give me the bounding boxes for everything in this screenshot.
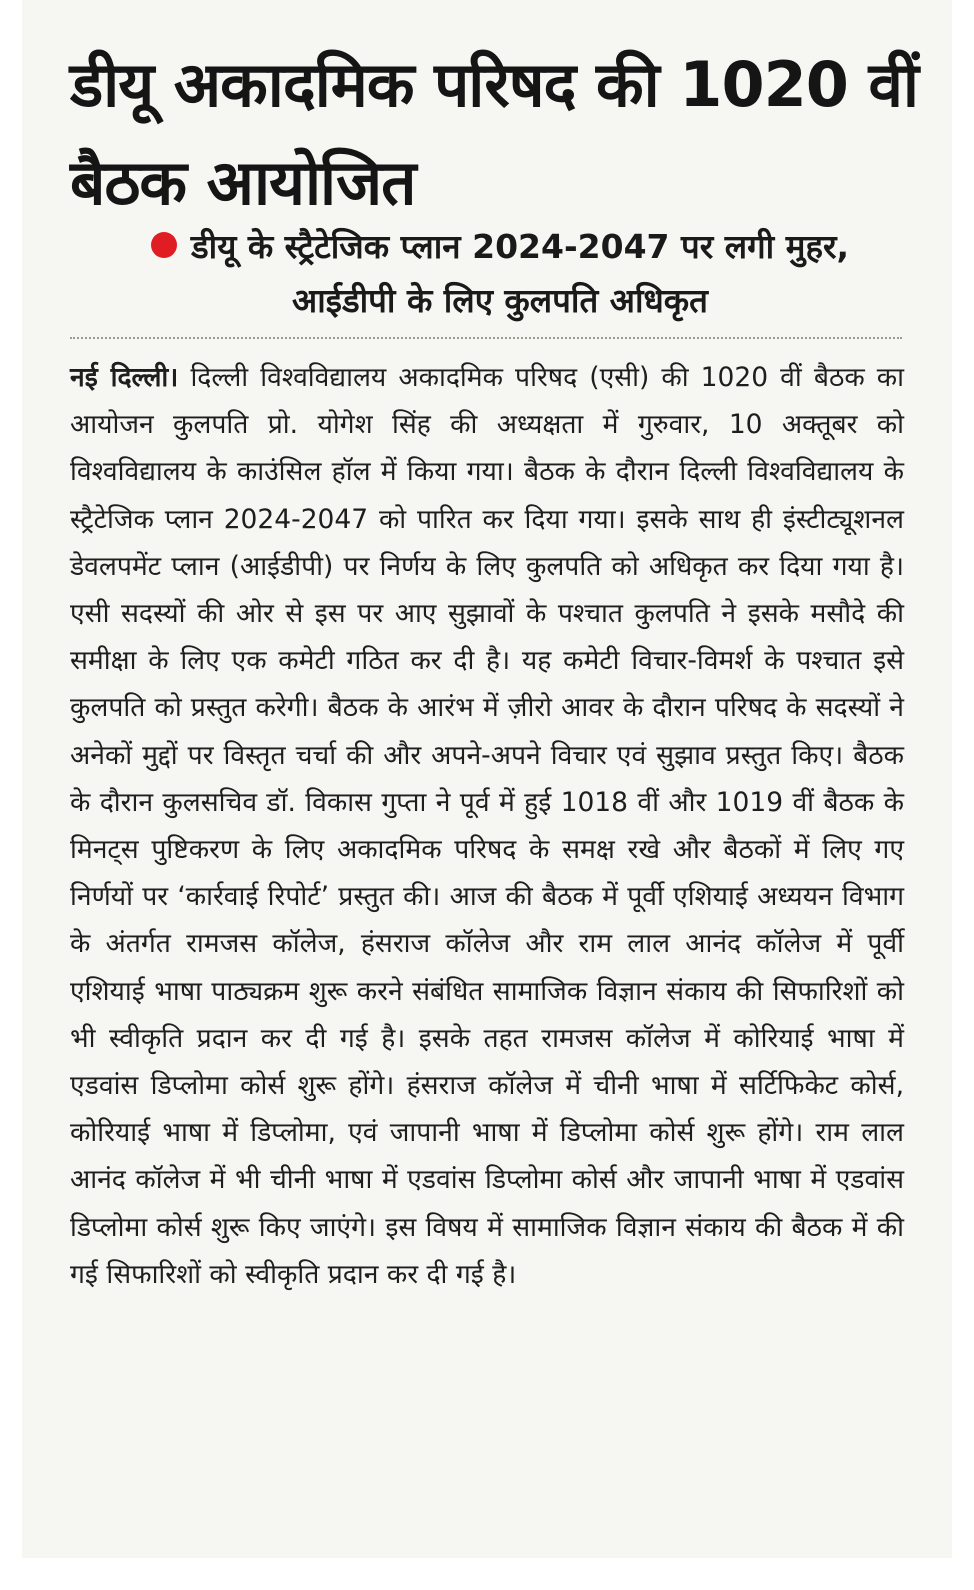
subheadline: डीयू के स्ट्रैटेजिक प्लान 2024-2047 पर लगी मुहर, आईडीपी के लिए कुलपति अधिकृत: [191, 227, 849, 320]
cropped-top-text: [78, 0, 338, 6]
article-body: [70, 354, 904, 1298]
body-text: दिल्ली विश्वविद्यालय अकादमिक परिषद (एसी) की 1020 वीं बैठक का आयोजन कुलपति प्रो. योगेश सिंह की अध्यक्षता में गुरुवार, 10 अक्तूबर को विश्वविद्यालय के काउंसिल हॉल में किया गया। बैठक के दौरान दिल्ली विश्वविद्यालय के स्ट्रैटेजिक प्लान 2024-2047 को पारित कर दिया गया। इसके साथ ही इंस्टीट्यूशनल डेवलपमेंट प्लान (आईडीपी) पर निर्णय के लिए कुलपति को अधिकृत कर दिया गया है। एसी सदस्यों की ओर से इस पर आए सुझावों के पश्चात कुलपति ने इसके मसौदे की समीक्षा के लिए एक कमेटी गठित कर दी है। यह कमेटी विचार-विमर्श के पश्चात इसे कुलपति को प्रस्तुत करेगी। बैठक के आरंभ में ज़ीरो आवर के दौरान परिषद के सदस्यों ने अनेकों मुद्दों पर विस्तृत चर्चा की और अपने-अपने विचार एवं सुझाव प्रस्तुत किए। बैठक के दौरान कुलसचिव डॉ. विकास गुप्ता ने पूर्व में हुई 1018 वीं और 1019 वीं बैठक के मिनट्स पुष्टिकरण के लिए अकादमिक परिषद के समक्ष रखे और बैठकों में लिए गए निर्णयों पर ‘कार्रवाई रिपोर्ट’ प्रस्तुत की। आज की बैठक में पूर्वी एशियाई अध्ययन विभाग के अंतर्गत रामजस कॉलेज, हंसराज कॉलेज और राम लाल आनंद कॉलेज में पूर्वी एशियाई भाषा पाठ्यक्रम शुरू करने संबंधित सामाजिक विज्ञान संकाय की सिफारिशों को भी स्वीकृति प्रदान कर दी गई है। इसके तहत रामजस कॉलेज में कोरियाई भाषा में एडवांस डिप्लोमा कोर्स शुरू होंगे। हंसराज कॉलेज में चीनी भाषा में सर्टिफिकेट कोर्स, कोरियाई भाषा में डिप्लोमा, एवं जापानी भाषा में डिप्लोमा कोर्स शुरू होंगे। राम लाल आनंद कॉलेज में भी चीनी भाषा में एडवांस डिप्लोमा कोर्स और जापानी भाषा में एडवांस डिप्लोमा कोर्स शुरू किए जाएंगे। इस विषय में सामाजिक विज्ञान संकाय की बैठक में की गई सिफारिशों को स्वीकृति प्रदान कर दी गई है।: [70, 362, 905, 1290]
subheadline-block: [100, 220, 900, 328]
dotted-divider: [70, 337, 902, 339]
dateline: नई दिल्ली।: [70, 362, 179, 393]
headline: डीयू अकादमिक परिषद की 1020 वीं बैठक आयोजित: [70, 48, 918, 219]
red-bullet-icon: [151, 232, 177, 258]
